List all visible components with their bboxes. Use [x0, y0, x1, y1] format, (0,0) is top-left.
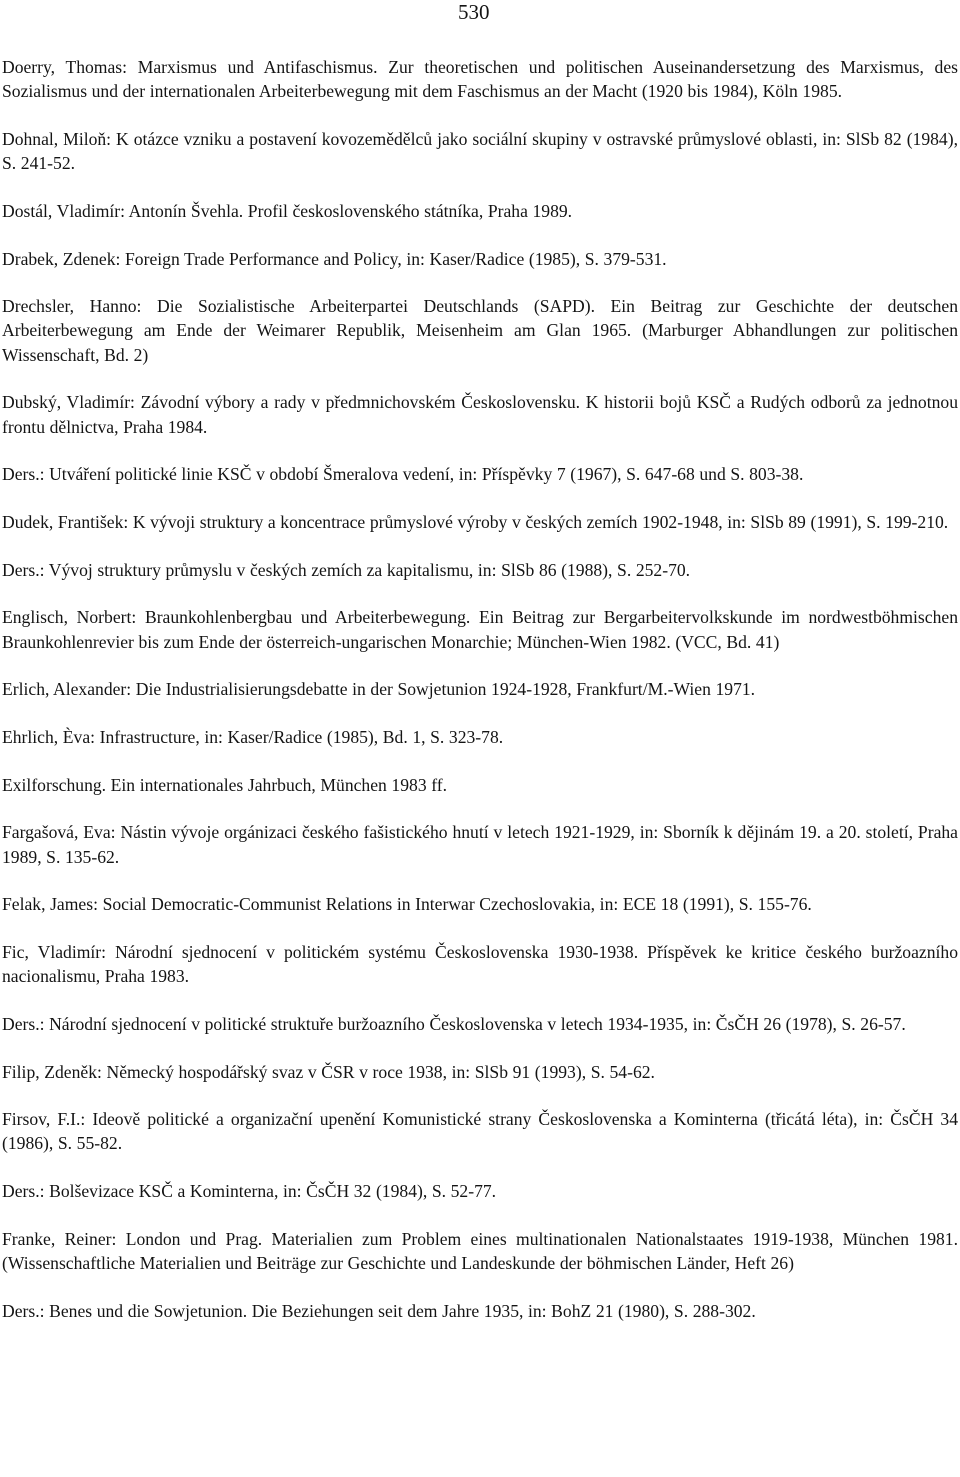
bibliography-entry: Englisch, Norbert: Braunkohlenbergbau und Arbeiterbewegung. Ein Beitrag zur Bergarbeitervolkskunde im nordwestböhmischen Braunkohlenrevier bis zum Ende der österreich-ungarischen Monarchie; München-Wien 1982. (VCC, Bd. 41)	[2, 607, 958, 652]
bibliography-entry: Felak, James: Social Democratic-Communist Relations in Interwar Czechoslovakia, in: ECE 18 (1991), S. 155-76.	[2, 894, 812, 915]
bibliography-entry: Drabek, Zdenek: Foreign Trade Performance and Policy, in: Kaser/Radice (1985), S. 379-531.	[2, 248, 667, 269]
bibliography-entry: Exilforschung. Ein internationales Jahrbuch, München 1983 ff.	[2, 774, 448, 795]
bibliography-entry: Ehrlich, Èva: Infrastructure, in: Kaser/Radice (1985), Bd. 1, S. 323-78.	[2, 726, 504, 747]
bibliography-entry: Dostál, Vladimír: Antonín Švehla. Profil československého státníka, Praha 1989.	[2, 200, 573, 221]
bibliography-entry: Filip, Zdeněk: Německý hospodářský svaz v ČSR v roce 1938, in: SlSb 91 (1993), S. 54-62.	[2, 1061, 655, 1082]
bibliography-entry: Dohnal, Miloň: K otázce vzniku a postavení kovozemědělců jako sociální skupiny v ostravské průmyslové oblasti, in: SlSb 82 (1984), S. 241-52.	[2, 128, 958, 174]
bibliography-entry: Ders.: Vývoj struktury průmyslu v českých zemích za kapitalismu, in: SlSb 86 (1988), S. 252-70.	[2, 559, 691, 580]
page-number: 530	[458, 0, 490, 24]
bibliography-entry: Doerry, Thomas: Marxismus und Antifaschismus. Zur theoretischen und politischen Auseinandersetzung des Marxismus, des Sozialismus und der internationalen Arbeiterbewegung mit dem Faschismus an der Macht (1920 bis 1984), Köln 1985.	[2, 57, 958, 102]
bibliography-entry: Fargašová, Eva: Nástin vývoje orgánizaci českého fašistického hnutí v letech 1921-1929, in: Sborník k dějinám 19. a 20. století, Praha 1989, S. 135-62.	[2, 822, 958, 867]
bibliography-entry: Dudek, František: K vývoji struktury a koncentrace průmyslové výroby v českých zemích 1902-1948, in: SlSb 89 (1991), S. 199-210.	[2, 511, 949, 532]
bibliography-entry: Ders.: Národní sjednocení v politické struktuře buržoazního Československa v letech 1934-1935, in: ČsČH 26 (1978), S. 26-57.	[2, 1013, 906, 1034]
bibliography-list	[2, 55, 958, 1347]
bibliography-entry: Ders.: Bolševizace KSČ a Kominterna, in: ČsČH 32 (1984), S. 52-77.	[2, 1181, 497, 1202]
bibliography-entry: Erlich, Alexander: Die Industrialisierungsdebatte in der Sowjetunion 1924-1928, Frankfurt/M.-Wien 1971.	[2, 679, 756, 700]
bibliography-entry: Firsov, F.I.: Ideově politické a organizační upenění Komunistické strany Československa a Kominterna (třicátá léta), in: ČsČH 34 (1986), S. 55-82.	[2, 1109, 958, 1154]
bibliography-entry: Ders.: Benes und die Sowjetunion. Die Beziehungen seit dem Jahre 1935, in: BohZ 21 (1980), S. 288-302.	[2, 1300, 756, 1321]
bibliography-entry: Fic, Vladimír: Národní sjednocení v politickém systému Československa 1930-1938. Příspěvek ke kritice českého buržoazního nacionalismu, Praha 1983.	[2, 941, 958, 987]
bibliography-entry: Ders.: Utváření politické linie KSČ v období Šmeralova vedení, in: Příspěvky 7 (1967), S. 647-68 und S. 803-38.	[2, 464, 804, 485]
bibliography-entry: Dubský, Vladimír: Závodní výbory a rady v předmnichovském Československu. K historii bojů KSČ a Rudých odborů za jednotnou frontu dělnictva, Praha 1984.	[2, 392, 958, 437]
bibliography-entry: Franke, Reiner: London und Prag. Materialien zum Problem eines multinationalen Nationalstaates 1919-1938, München 1981. (Wissenschaftliche Materialien und Beiträge zur Geschichte und Landeskunde der böhmischen Länder, Heft 26)	[2, 1228, 958, 1274]
bibliography-entry: Drechsler, Hanno: Die Sozialistische Arbeiterpartei Deutschlands (SAPD). Ein Beitrag zur Geschichte der deutschen Arbeiterbewegung am Ende der Weimarer Republik, Meisenheim am Glan 1965. (Marburger Abhandlungen zur politischen Wissenschaft, Bd. 2)	[2, 296, 958, 365]
